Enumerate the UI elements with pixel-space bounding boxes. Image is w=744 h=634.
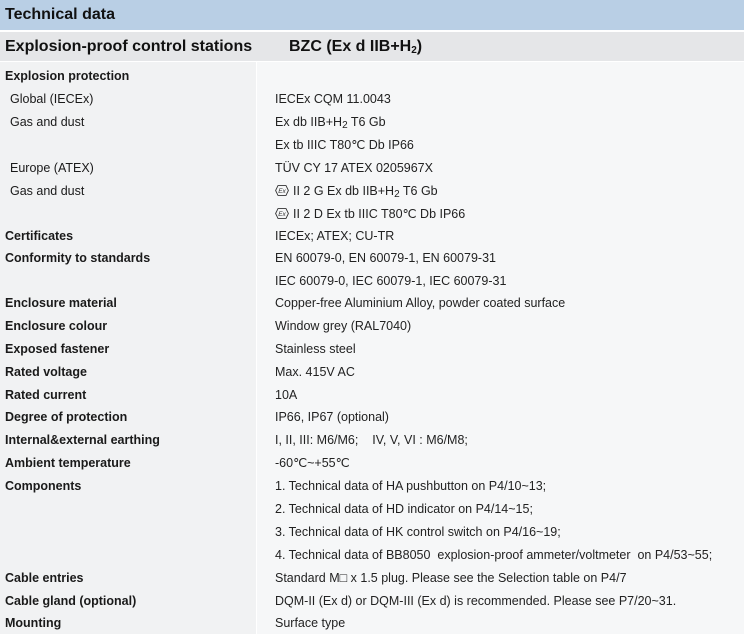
- spec-label: Internal&external earthing: [5, 433, 160, 447]
- spec-label: Ambient temperature: [5, 456, 131, 470]
- spec-row: [0, 362, 744, 382]
- spec-label: Rated current: [5, 388, 87, 402]
- spec-row: [0, 499, 744, 519]
- spec-value: DQM-II (Ex d) or DQM-III (Ex d) is recommended. Please see P7/20~31.: [275, 594, 677, 608]
- spec-label: Global (IECEx): [10, 92, 94, 106]
- spec-row: [0, 522, 744, 542]
- spec-row: [0, 316, 744, 336]
- spec-value: Standard M□ x 1.5 plug. Please see the Selection table on P4/7: [275, 571, 627, 585]
- spec-value: Surface type: [275, 616, 346, 630]
- spec-row: [0, 407, 744, 427]
- spec-label: Gas and dust: [10, 184, 85, 198]
- spec-row: [0, 545, 744, 565]
- spec-row: [0, 181, 744, 201]
- spec-value: 3. Technical data of HK control switch on P4/16~19;: [275, 525, 561, 539]
- spec-value: 4. Technical data of BB8050 explosion-proof ammeter/voltmeter on P4/53~55;: [275, 548, 713, 562]
- spec-value: IEC 60079-0, IEC 60079-1, IEC 60079-31: [275, 274, 507, 288]
- spec-label: Exposed fastener: [5, 342, 110, 356]
- spec-value: Ex tb IIIC T80℃ Db IP66: [275, 138, 414, 152]
- spec-row: [0, 112, 744, 132]
- spec-row: [0, 430, 744, 450]
- ex-hexagon-icon: [275, 185, 289, 196]
- spec-row: [0, 453, 744, 473]
- spec-row: [0, 66, 744, 86]
- spec-label: Explosion protection: [5, 69, 130, 83]
- spec-row: [0, 158, 744, 178]
- spec-label: Cable entries: [5, 571, 84, 585]
- spec-value: IP66, IP67 (optional): [275, 410, 389, 424]
- spec-row: [0, 204, 744, 224]
- spec-row: [0, 271, 744, 291]
- spec-value: Window grey (RAL7040): [275, 319, 412, 333]
- spec-value: TÜV CY 17 ATEX 0205967X: [275, 161, 433, 175]
- svg-text:Ex: Ex: [278, 188, 286, 195]
- spec-label: Rated voltage: [5, 365, 87, 379]
- spec-value: I, II, III: M6/M6; IV, V, VI : M6/M8;: [275, 433, 468, 447]
- spec-label: Components: [5, 479, 82, 493]
- spec-row: [0, 568, 744, 588]
- spec-label: Enclosure material: [5, 296, 117, 310]
- spec-label: Europe (ATEX): [10, 161, 94, 175]
- spec-row: [0, 613, 744, 633]
- spec-value: Stainless steel: [275, 342, 356, 356]
- svg-text:Ex: Ex: [278, 211, 286, 218]
- spec-value: 1. Technical data of HA pushbutton on P4/10~13;: [275, 479, 547, 493]
- spec-label: Enclosure colour: [5, 319, 108, 333]
- spec-label: Mounting: [5, 616, 62, 630]
- spec-value: EN 60079-0, EN 60079-1, EN 60079-31: [275, 251, 496, 265]
- spec-label: Cable gland (optional): [5, 594, 137, 608]
- spec-row: [0, 248, 744, 268]
- product-model: BZC (Ex d $IIB+H_2$): [289, 38, 423, 56]
- product-header: [0, 32, 744, 61]
- spec-row: [0, 293, 744, 313]
- spec-label: Conformity to standards: [5, 251, 151, 265]
- spec-value: 2. Technical data of HD indicator on P4/14~15;: [275, 502, 533, 516]
- spec-value: IECEx; ATEX; CU-TR: [275, 229, 395, 243]
- spec-row: [0, 476, 744, 496]
- spec-row: [0, 339, 744, 359]
- spec-row: [0, 226, 744, 246]
- spec-row: [0, 89, 744, 109]
- spec-value: Ex db $IIB+H_2$ T6 Gb: [275, 115, 386, 131]
- product-name: Explosion-proof control stations: [5, 38, 253, 55]
- spec-value: 10A: [275, 388, 298, 402]
- spec-row: [0, 591, 744, 611]
- spec-value: Copper-free Aluminium Alloy, powder coated surface: [275, 296, 566, 310]
- spec-label: Certificates: [5, 229, 74, 243]
- spec-value: Max. 415V AC: [275, 365, 355, 379]
- spec-value: Ex II 2 D Ex tb IIIC T80℃ Db IP66: [275, 204, 465, 224]
- spec-row: [0, 135, 744, 155]
- spec-value: IECEx CQM 11.0043: [275, 92, 391, 106]
- spec-value: -60℃~+55℃: [275, 456, 350, 470]
- spec-label: Degree of protection: [5, 410, 128, 424]
- spec-row: [0, 385, 744, 405]
- section-title: Technical data: [0, 0, 744, 30]
- spec-label: Gas and dust: [10, 115, 85, 129]
- spec-value: Ex II 2 G Ex db $IIB+H_2$ T6 Gb: [275, 181, 438, 205]
- ex-hexagon-icon: [275, 208, 289, 219]
